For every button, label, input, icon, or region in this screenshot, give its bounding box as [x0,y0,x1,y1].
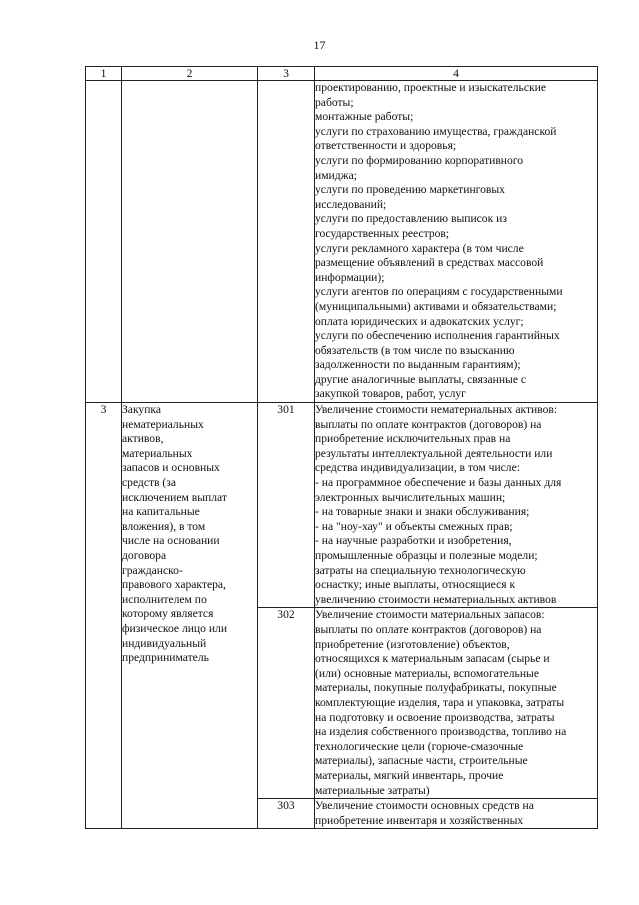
group-name-line: исключением выплат [122,490,227,504]
group-name-line: которому является [122,607,214,621]
description-line: приобретение (изготовление) объектов, [315,637,510,651]
expense-classification-table [85,66,598,829]
description-line: услуги агентов по операциям с государственными [315,285,563,299]
description-line: услуги по предоставлению выписок из [315,212,507,226]
description-line: приобретение инвентаря и хозяйственных [315,813,524,827]
description-line: закупкой товаров, работ, услуг [315,387,466,401]
description-line: Увеличение стоимости нематериальных активов: [315,403,558,417]
continuation-number-cell [86,81,122,403]
description-line: услуги по обеспечению исполнения гарантийных [315,329,560,343]
description-line: промышленные образцы и полезные модели; [315,549,538,562]
column-header-4: 4 [315,67,598,81]
description-line: технологические цели (горюче-смазочные [315,739,524,753]
description-line: работы; [315,95,354,109]
group-name-line: материальных [122,446,193,460]
description-line: - на научные разработки и изобретения, [315,534,512,548]
page-number: 17 [313,38,326,52]
column-header-1: 1 [86,67,122,81]
description-line: Увеличение стоимости основных средств на [315,799,534,813]
item-description-cell [315,403,598,608]
group-name-line: запасов и основных [122,461,220,475]
group-name-line: вложения), в том [122,519,206,533]
item-code-cell: 301 [258,403,315,608]
description-line: относящихся к материальным запасам (сырье и [315,652,550,666]
description-line: проектированию, проектные и изыскательские [315,81,546,94]
description-line: обязательств (в том числе по взысканию [315,343,515,357]
description-line: монтажные работы; [315,110,414,124]
group-name-line: правового характера, [122,578,226,592]
description-line: размещение объявлений в средствах массовой [315,256,544,270]
description-line: ответственности и здоровья; [315,139,457,153]
description-line: результаты интеллектуальной деятельности или [315,446,553,460]
description-line: исследований; [315,197,387,211]
group-name-line: средств (за [122,476,177,490]
description-line: комплектующие изделия, тара и упаковка, затраты [315,695,565,709]
item-code-cell: 302 [258,608,315,799]
continuation-description-cell [315,81,598,403]
group-name-line: физическое лицо или [122,621,228,635]
description-line: государственных реестров; [315,226,450,240]
description-line: материальные затраты) [315,783,430,797]
description-line: задолженности по выданным гарантиям); [315,358,521,372]
group-number-cell: 3 [86,403,122,829]
description-line: имиджа; [315,168,358,182]
description-line: оплата юридических и адвокатских услуг; [315,314,524,328]
description-line: - на программное обеспечение и базы данных для [315,476,562,490]
group-name-line: исполнителем по [122,592,207,606]
description-line: средства индивидуализации, в том числе: [315,461,520,475]
group-name-line: договора [122,549,167,562]
description-line: Увеличение стоимости материальных запасов: [315,608,545,622]
column-number-row [86,67,598,81]
description-line: материалы), запасные части, строительные [315,754,528,768]
description-line: услуги по формированию корпоративного [315,153,524,167]
continuation-row [86,81,598,403]
description-line: услуги по проведению маркетинговых [315,183,505,197]
group-name-line: индивидуальный [122,636,207,650]
group-name-line: предприниматель [122,651,209,665]
description-line: на подготовку и освоение производства, затраты [315,710,555,724]
column-header-2: 2 [122,67,258,81]
description-line: услуги по страхованию имущества, гражданской [315,124,557,138]
group-name-line: гражданско- [122,563,183,577]
description-line: - на "ноу-хау" и объекты смежных прав; [315,519,513,533]
group-name-line: нематериальных [122,417,204,431]
description-line: приобретение исключительных прав на [315,432,511,446]
description-line: электронных вычислительных машин; [315,490,506,504]
group-name-line: активов, [122,432,164,446]
description-line: - на товарные знаки и знаки обслуживания; [315,505,530,519]
column-header-3: 3 [258,67,315,81]
description-line: другие аналогичные выплаты, связанные с [315,372,527,386]
description-line: затраты на специальную технологическую [315,563,526,577]
description-line: (или) основные материалы, вспомогательные [315,666,539,680]
item-description-cell [315,799,598,829]
description-line: услуги рекламного характера (в том числе [315,241,524,255]
item-description-cell [315,608,598,799]
description-line: (муниципальными) активами и обязательствами; [315,299,557,313]
group-name-line: Закупка [122,403,162,417]
group-name-cell [122,403,258,829]
description-line: выплаты по оплате контрактов (договоров) на [315,417,542,431]
item-code-cell: 303 [258,799,315,829]
description-line: на изделия собственного производства, топливо на [315,725,567,739]
description-line: информации); [315,270,385,284]
description-line: увеличению стоимости нематериальных активов [315,592,557,606]
continuation-code-cell [258,81,315,403]
description-line: оснастку; иные выплаты, относящиеся к [315,578,516,592]
continuation-name-cell [122,81,258,403]
description-line: материалы, мягкий инвентарь, прочие [315,768,504,782]
group-name-line: числе на основании [122,534,220,548]
item-row-301 [86,403,598,608]
description-line: выплаты по оплате контрактов (договоров) на [315,622,542,636]
description-line: материалы, покупные полуфабрикаты, покупные [315,681,557,695]
group-name-line: на капитальные [122,505,200,519]
